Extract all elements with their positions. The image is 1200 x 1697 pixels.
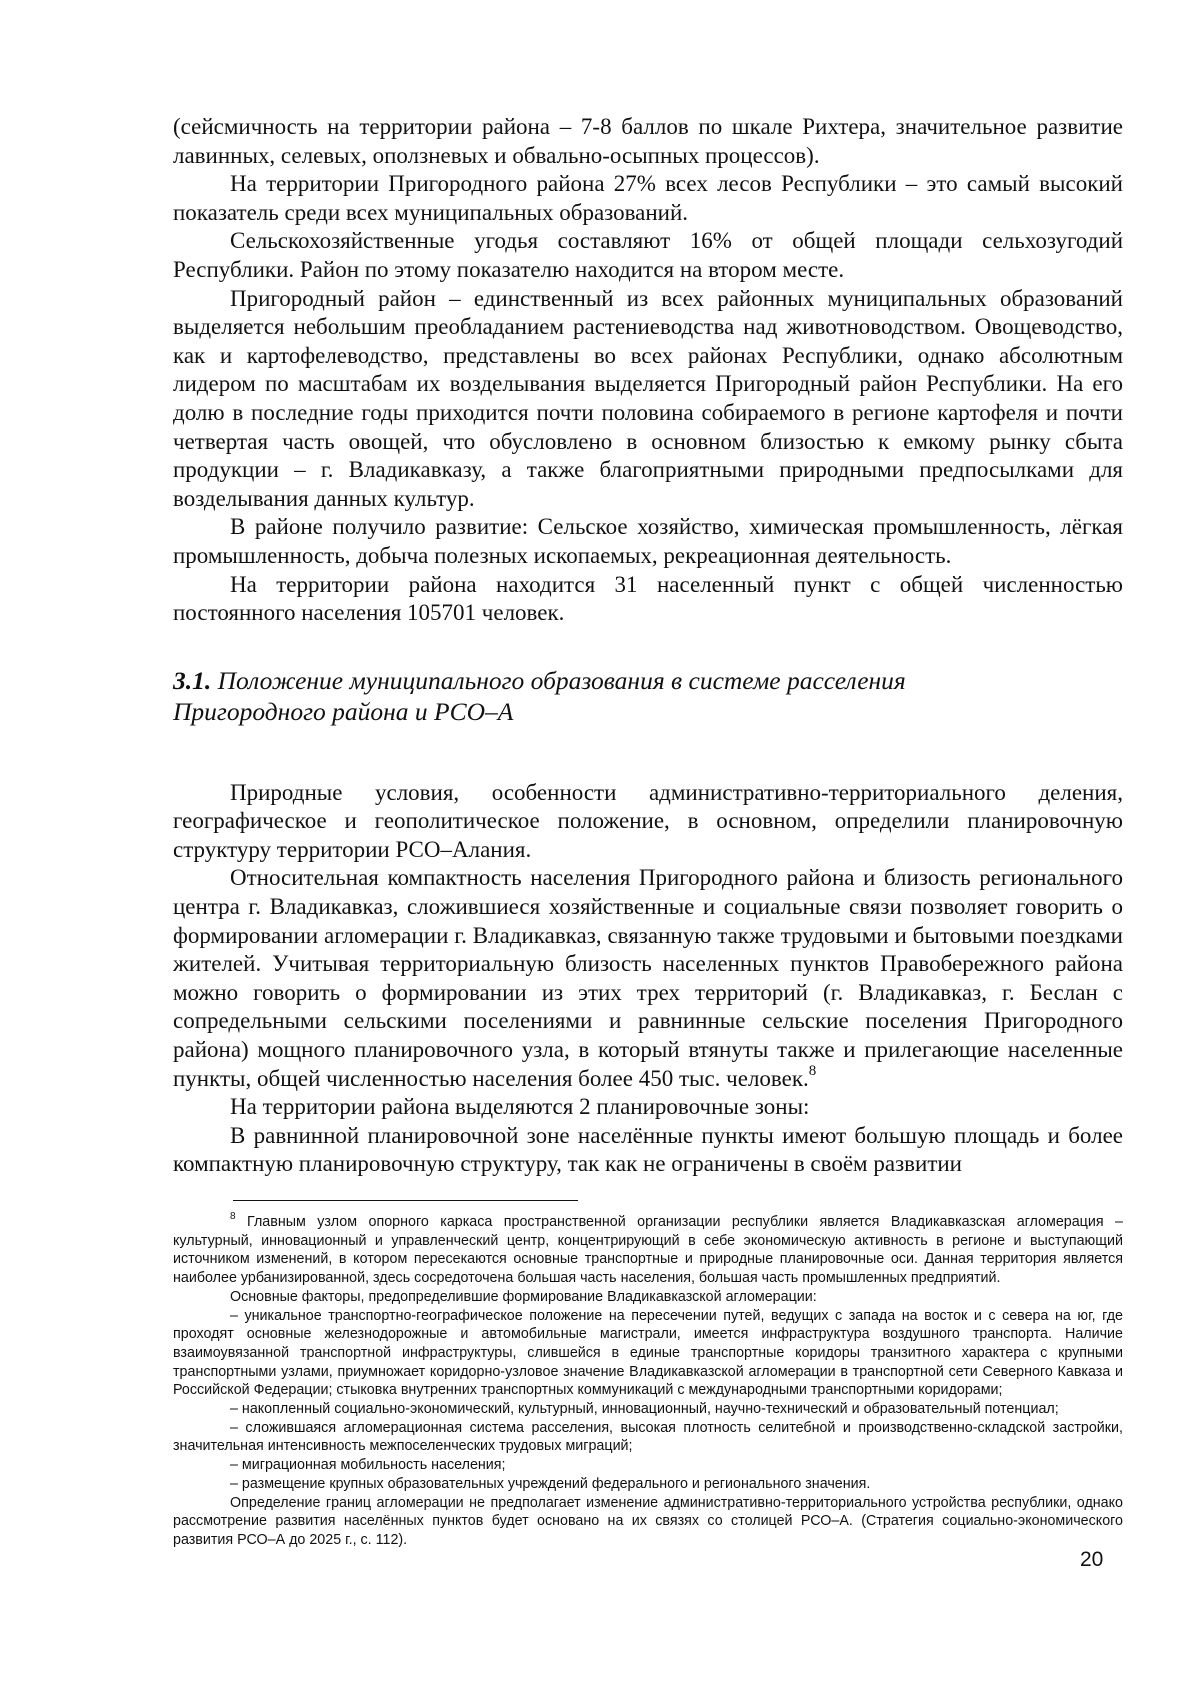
footnote-separator [233,1200,578,1201]
footnote-marker: 8 [230,1211,236,1223]
section-title-line1: Положение муниципального образования в системе расселения [217,665,906,695]
paragraph-forests: На территории Пригородного района 27% всех лесов Республики – это самый высокий показатель среди всех муниципальных образований. [173,171,1123,225]
section-text [173,779,1123,1179]
paragraph-industries: В районе получило развитие: Сельское хозяйство, химическая промышленность, лёгкая промышленность, добыча полезных ископаемых, рекреационная деятельность. [173,514,1123,568]
footnote-item: – размещение крупных образовательных учреждений федерального и регионального значения. [230,1475,871,1492]
footnote-lead-text: Главным узлом опорного каркаса пространственной организации республики является Владикавказская агломерация – культурный, инновационный и управленческий центр, концентрирующий в себе экономическую активность в регионе и выступающий источником изменений, в котором пересекаются основные транспортные и природные планировочные оси. Данная территория является наиболее урбанизированной, здесь сосредоточена большая часть населения, большая часть промышленных предприятий. [173,1214,1123,1287]
section-number: 3.1. [173,665,212,695]
paragraph-population: На территории района находится 31 населенный пункт с общей численностью постоянного населения 105701 человек. [173,571,1123,626]
paragraph-agglomeration [173,864,1123,1093]
footnote-reference[interactable]: 8 [808,1062,817,1079]
paragraph-agriculture: Пригородный район – единственный из всех районных муниципальных образований выделяется небольшим преобладанием растениеводства над животноводством. Овощеводство, как и картофелеводство, представлены во всех районах Республики, однако абсолютным лидером по масштабам их возделывания выделяется Пригородный район Республики. На его долю в последние годы приходится почти половина собираемого в регионе картофеля и почти четвертая часть овощей, что обусловлено в основном близостью к емкому рынку сбыта продукции – г. Владикавказу, а также благоприятными природными предпосылками для возделывания данных культур. [173,285,1123,511]
paragraph-planning-zones: На территории района выделяются 2 планировочные зоны: [230,1094,810,1120]
intro-text [173,113,1123,628]
paragraph-natural-conditions: Природные условия, особенности административно-территориального деления, географическое и геополитическое положение, в основном, определили планировочную структуру территории РСО–Алания. [173,779,1123,862]
page-number: 20 [1080,1548,1104,1571]
section-heading [173,665,1123,727]
footnote-item: Определение границ агломерации не предполагает изменение административно-территориального устройства республики, однако рассмотрение развития населённых пунктов будет основано на их связях со столицей РСО–А. (Стратегия социально-экономического развития РСО–А до 2025 г., с. 112). [173,1494,1123,1548]
footnote-item: – сложившаяся агломерационная система расселения, высокая плотность селитебной и производственно-складской застройки, значительная интенсивность межпоселенческих трудовых миграций; [173,1419,1123,1455]
footnote-item: – миграционная мобильность населения; [230,1457,506,1474]
footnote-lead [173,1213,1123,1288]
paragraph-seismicity: (сейсмичность на территории района – 7-8 баллов по шкале Рихтера, значительное развитие лавинных, селевых, оползневых и обвально-осыпных процессов). [173,114,1123,168]
footnote-item: – накопленный социально-экономический, культурный, инновационный, научно-технический и образовательный потенциал; [230,1401,1059,1418]
footnote-block [173,1213,1123,1550]
document-page [173,113,1123,1550]
paragraph-plain-zone: В равнинной планировочной зоне населённые пункты имеют большую площадь и более компактную планировочную структуру, так как не ограничены в своём развитии [173,1122,1123,1177]
footnote-item: – уникальное транспортно-географическое положение на пересечении путей, ведущих с запада на восток и с севера на юг, где проходят основные железнодорожные и автомобильные магистрали, имеется инфраструктура воздушного транспорта. Наличие взаимоувязанной транспортной инфраструктуры, слившейся в единые транспортные коридоры транзитного характера с крупными транспортными узлами, приумножает коридорно-узловое значение Владикавказской агломерации в транспортной сети Северного Кавказа и Российской Федерации; стыковка внутренних транспортных коммуникаций с международными транспортными коридорами; [173,1307,1123,1399]
section-title-line2: Пригородного района и РСО–А [173,696,514,726]
paragraph-farmland: Сельскохозяйственные угодья составляют 16% от общей площади сельхозугодий Республики. Район по этому показателю находится на втором месте. [173,228,1123,282]
footnote-item: Основные факторы, предопределившие формирование Владикавказской агломерации: [230,1288,817,1305]
paragraph-agglomeration-text: Относительная компактность населения Пригородного района и близость регионального центра г. Владикавказ, сложившиеся хозяйственные и социальные связи позволяет говорить о формировании агломерации г. Владикавказ, связанную также трудовыми и бытовыми поездками жителей. Учитывая территориальную близость населенных пунктов Правобережного района можно говорить о формировании из этих трех территорий (г. Владикавказ, г. Беслан с сопредельными сельскими поселениями и равнинные сельские поселения Пригородного района) мощного планировочного узла, в который втянуты также и прилегающие населенные пункты, общей численностью населения более 450 тыс. человек. [173,865,1123,1091]
